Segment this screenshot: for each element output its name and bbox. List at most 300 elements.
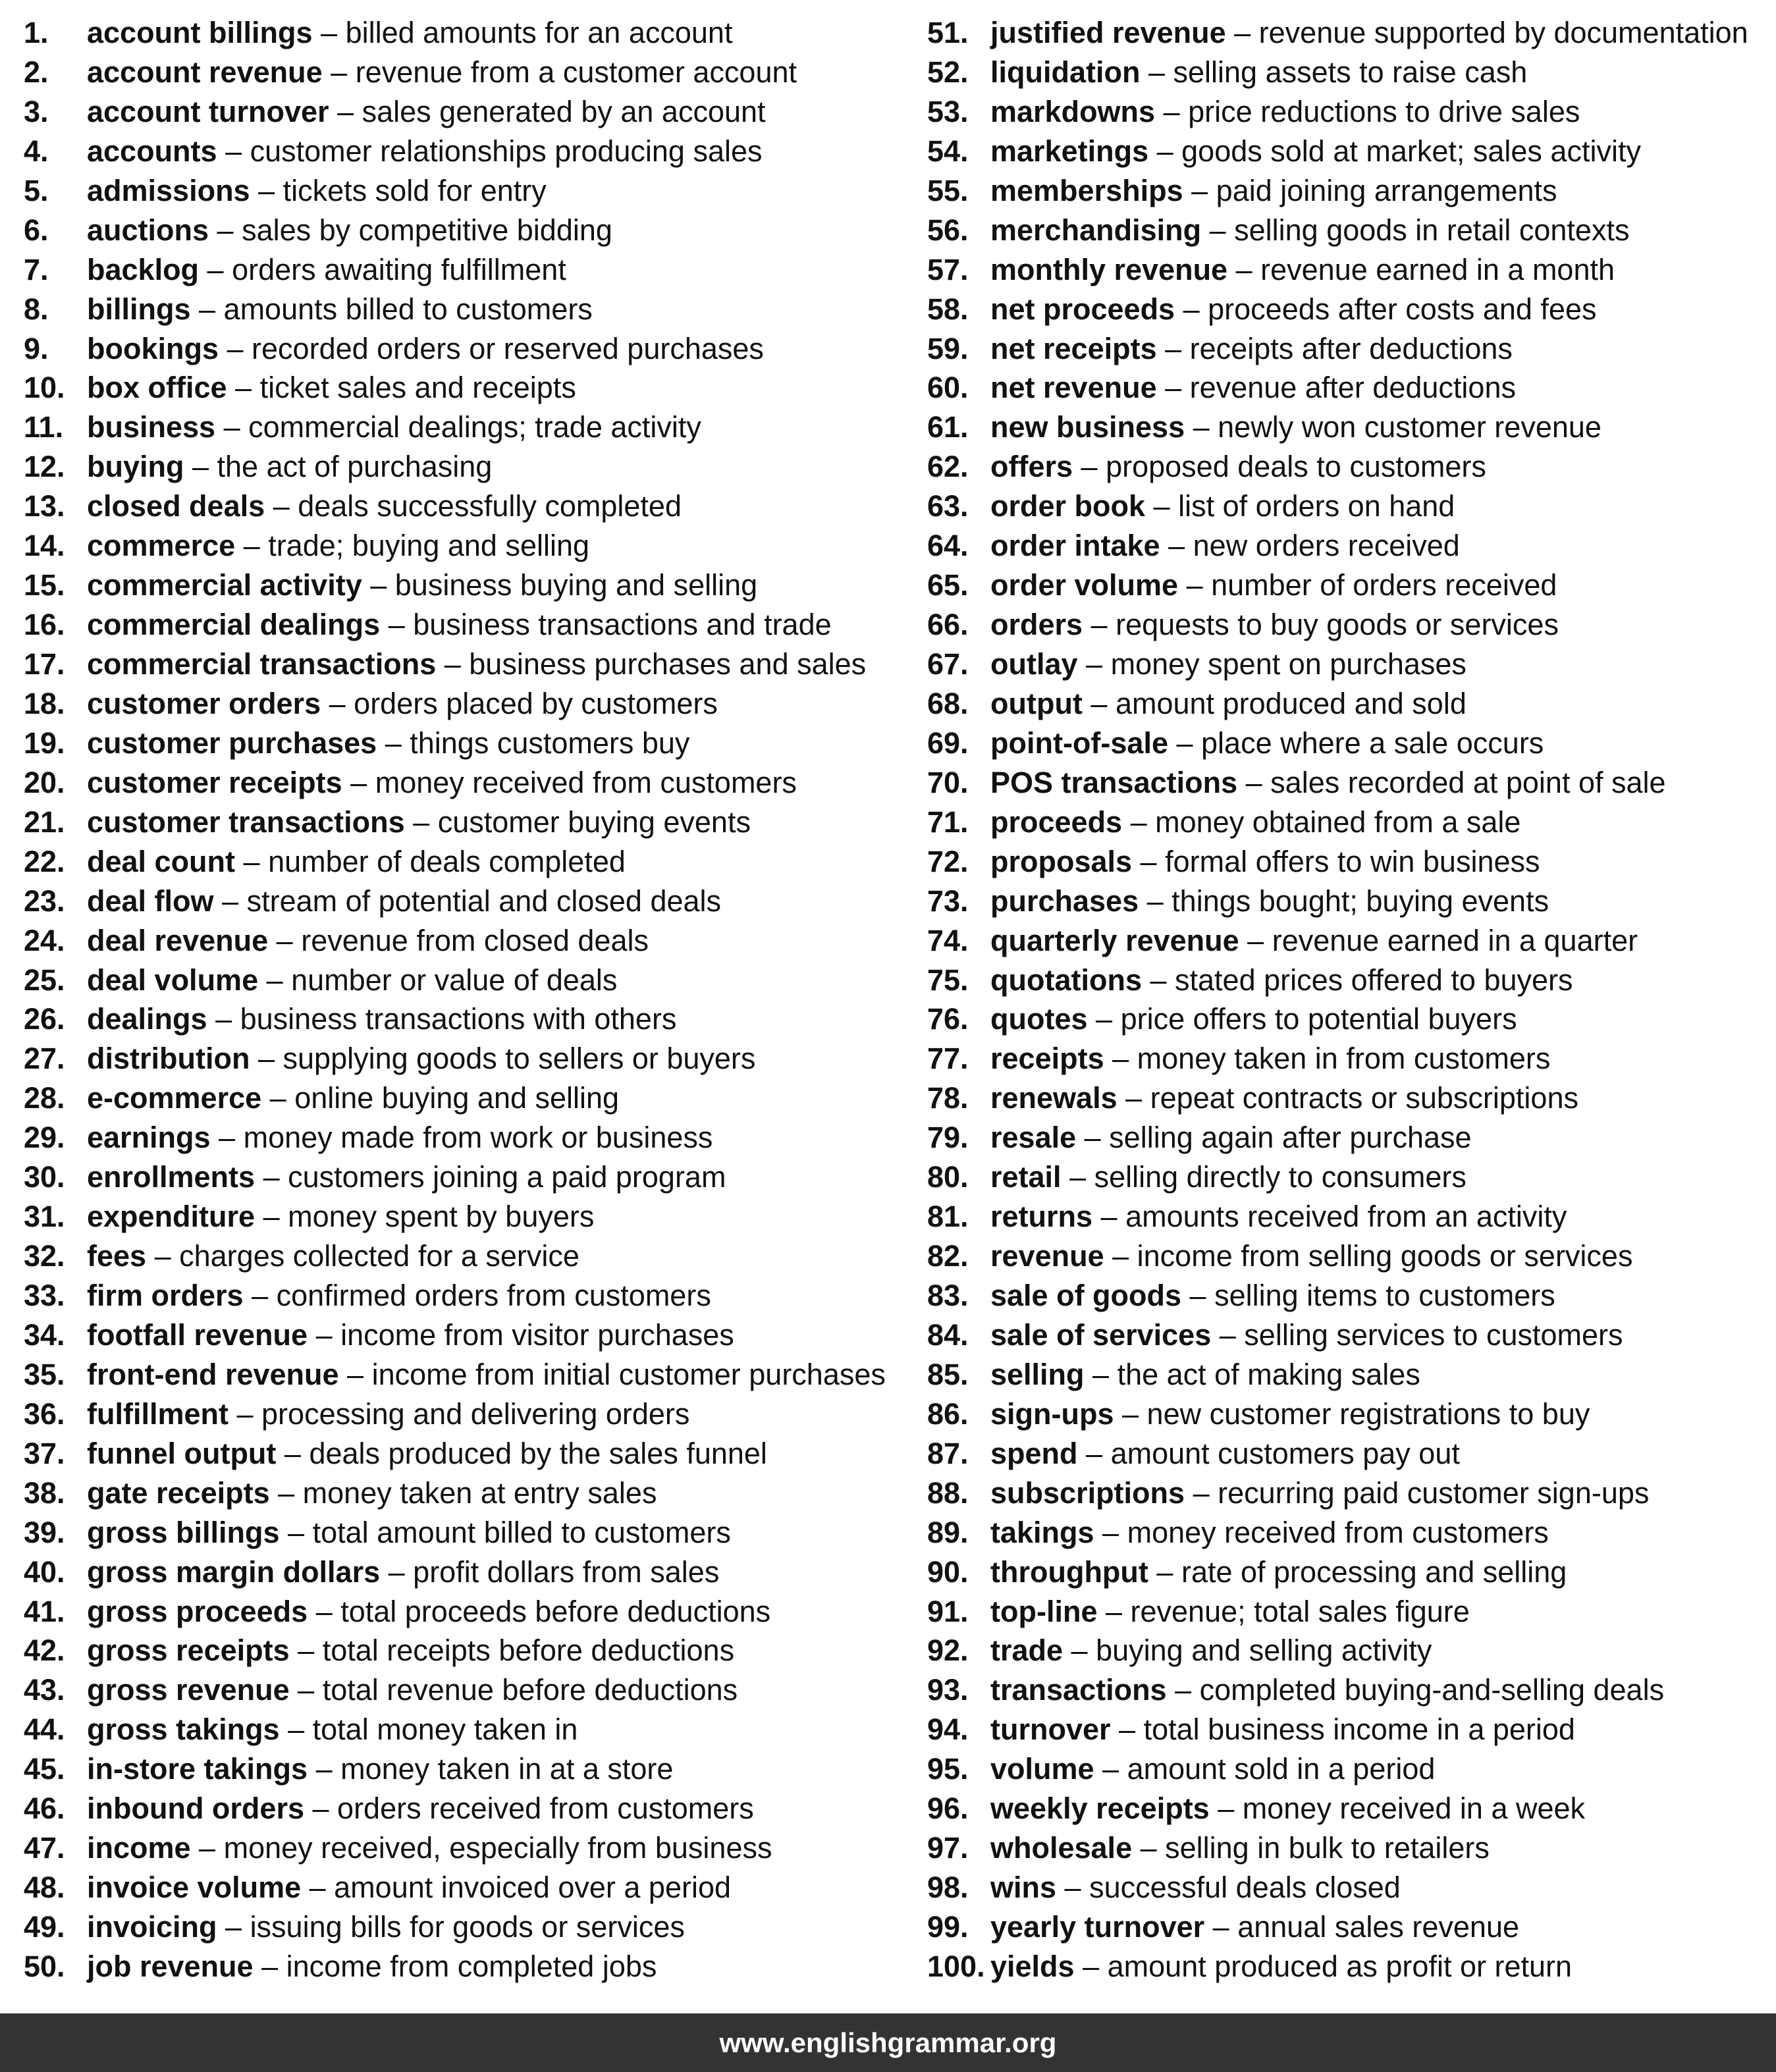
list-item xyxy=(927,764,1770,804)
item-text xyxy=(990,1435,1460,1472)
list-item xyxy=(24,291,913,331)
item-text xyxy=(990,843,1540,880)
item-text xyxy=(990,488,1455,525)
item-separator: – xyxy=(1160,529,1193,563)
item-number: 86. xyxy=(927,1396,969,1431)
list-item xyxy=(24,448,913,488)
list-item xyxy=(24,843,913,883)
item-number: 2. xyxy=(24,55,49,89)
list-item xyxy=(24,1198,913,1238)
list-item xyxy=(927,646,1770,685)
list-item xyxy=(24,646,913,685)
item-definition: money received from customers xyxy=(1127,1515,1549,1549)
item-text xyxy=(990,962,1573,999)
item-number: 1. xyxy=(24,16,49,49)
item-text xyxy=(87,54,797,91)
list-item xyxy=(927,843,1770,883)
item-definition: goods sold at market; sales activity xyxy=(1181,134,1641,168)
item-separator: – xyxy=(276,1436,309,1470)
item-term: customer transactions xyxy=(87,805,405,839)
item-text xyxy=(87,1790,754,1827)
list-item xyxy=(24,409,913,448)
item-number: 4. xyxy=(24,134,49,168)
list-item xyxy=(24,567,913,606)
item-number: 65. xyxy=(927,568,969,602)
item-separator: – xyxy=(1063,1634,1096,1668)
list-item xyxy=(24,804,913,843)
list-item xyxy=(24,1593,913,1633)
item-definition: paid joining arrangements xyxy=(1216,173,1557,207)
item-separator: – xyxy=(1074,1949,1108,1983)
item-separator: – xyxy=(235,844,269,878)
list-item xyxy=(24,1317,913,1356)
item-separator: – xyxy=(321,686,354,720)
list-item xyxy=(927,291,1770,331)
item-text xyxy=(87,448,492,485)
list-item xyxy=(24,369,913,409)
item-term: net proceeds xyxy=(990,292,1175,326)
item-text xyxy=(87,1711,578,1748)
item-text xyxy=(87,1159,726,1196)
item-text xyxy=(87,1514,731,1551)
item-definition: total receipts before deductions xyxy=(322,1634,735,1668)
item-definition: money obtained from a sale xyxy=(1155,805,1521,839)
item-definition: number of deals completed xyxy=(268,844,626,878)
item-term: front-end revenue xyxy=(87,1357,339,1391)
item-separator: – xyxy=(1175,292,1208,326)
item-separator: – xyxy=(228,1396,262,1431)
item-term: justified revenue xyxy=(990,16,1226,49)
list-item xyxy=(24,1790,913,1830)
list-item xyxy=(927,448,1770,488)
item-text xyxy=(87,1830,772,1867)
item-term: volume xyxy=(990,1752,1094,1786)
item-separator: – xyxy=(1094,1752,1127,1786)
item-term: takings xyxy=(990,1515,1094,1549)
item-number: 13. xyxy=(24,489,65,523)
item-term: auctions xyxy=(87,213,209,247)
list-item xyxy=(927,962,1770,1001)
item-definition: total proceeds before deductions xyxy=(340,1594,771,1628)
item-number: 87. xyxy=(927,1436,969,1470)
item-number: 29. xyxy=(24,1121,65,1155)
item-text xyxy=(87,93,766,130)
item-number: 79. xyxy=(927,1121,969,1155)
item-text xyxy=(87,1356,886,1393)
item-term: closed deals xyxy=(87,489,265,523)
item-number: 45. xyxy=(24,1752,65,1786)
item-text xyxy=(87,1751,673,1788)
list-item xyxy=(927,1040,1770,1080)
item-term: orders xyxy=(990,608,1083,642)
item-number: 26. xyxy=(24,1002,65,1036)
item-separator: – xyxy=(269,1475,303,1510)
item-separator: – xyxy=(404,805,438,839)
list-item xyxy=(24,922,913,962)
list-item xyxy=(24,1356,913,1396)
item-text xyxy=(87,1593,770,1630)
item-term: sale of goods xyxy=(990,1279,1182,1312)
item-term: account revenue xyxy=(87,55,323,89)
item-definition: money received from customers xyxy=(375,765,797,799)
item-definition: recorded orders or reserved purchases xyxy=(252,331,764,365)
item-definition: amounts billed to customers xyxy=(223,292,593,326)
item-definition: orders placed by customers xyxy=(354,686,718,720)
item-definition: amount customers pay out xyxy=(1110,1436,1460,1470)
item-text xyxy=(87,1909,685,1946)
item-definition: money taken at entry sales xyxy=(302,1475,657,1510)
item-definition: business transactions and trade xyxy=(413,608,832,642)
item-number: 27. xyxy=(24,1042,65,1076)
item-definition: selling goods in retail contexts xyxy=(1234,213,1630,247)
item-separator: – xyxy=(1097,1594,1131,1628)
item-number: 95. xyxy=(927,1752,969,1786)
item-separator: – xyxy=(210,1121,244,1155)
item-term: invoice volume xyxy=(87,1871,302,1905)
item-separator: – xyxy=(250,173,283,207)
item-definition: sales generated by an account xyxy=(362,94,766,128)
item-definition: stream of potential and closed deals xyxy=(246,884,722,918)
item-text xyxy=(990,646,1467,683)
item-text xyxy=(87,606,832,643)
item-text xyxy=(990,1869,1401,1906)
item-text xyxy=(990,1317,1623,1354)
item-term: order volume xyxy=(990,568,1179,602)
item-text xyxy=(87,1277,711,1314)
item-number: 41. xyxy=(24,1594,65,1628)
item-text xyxy=(990,448,1486,485)
list-item xyxy=(24,527,913,567)
item-term: markdowns xyxy=(990,94,1156,128)
item-definition: place where a sale occurs xyxy=(1201,726,1544,760)
item-term: net receipts xyxy=(990,331,1157,365)
item-separator: – xyxy=(1104,1042,1137,1076)
item-separator: – xyxy=(1139,884,1172,918)
item-separator: – xyxy=(279,1713,313,1747)
item-text xyxy=(990,1080,1578,1117)
item-text xyxy=(990,804,1520,841)
list-item xyxy=(927,1593,1770,1633)
item-number: 10. xyxy=(24,371,65,405)
list-item xyxy=(927,133,1770,173)
list-item xyxy=(24,331,913,370)
list-item xyxy=(927,488,1770,527)
item-separator: – xyxy=(1201,213,1235,247)
list-item xyxy=(24,488,913,527)
item-number: 84. xyxy=(927,1317,969,1352)
list-item xyxy=(927,1159,1770,1198)
item-definition: tickets sold for entry xyxy=(283,173,547,207)
item-definition: money received in a week xyxy=(1242,1792,1586,1826)
list-item xyxy=(24,1001,913,1040)
item-definition: amounts received from an activity xyxy=(1125,1200,1567,1234)
item-separator: – xyxy=(1211,1317,1245,1352)
item-term: memberships xyxy=(990,173,1183,207)
item-number: 56. xyxy=(927,213,969,247)
item-text xyxy=(990,409,1601,446)
item-term: invoicing xyxy=(87,1910,217,1944)
item-definition: completed buying-and-selling deals xyxy=(1199,1673,1665,1707)
item-text xyxy=(87,1198,594,1235)
item-term: fees xyxy=(87,1239,147,1273)
item-definition: profit dollars from sales xyxy=(413,1554,720,1589)
item-definition: amount produced and sold xyxy=(1115,686,1467,720)
item-separator: – xyxy=(255,1200,288,1234)
item-separator: – xyxy=(1141,963,1175,997)
item-text xyxy=(87,1001,676,1038)
item-text xyxy=(990,725,1544,762)
item-term: business xyxy=(87,410,216,444)
item-definition: business buying and selling xyxy=(394,568,758,602)
list-item xyxy=(24,54,913,93)
item-text xyxy=(87,1317,734,1354)
item-definition: new orders received xyxy=(1193,529,1460,563)
item-number: 67. xyxy=(927,647,969,681)
item-definition: proceeds after costs and fees xyxy=(1208,292,1597,326)
list-item xyxy=(927,173,1770,212)
list-item xyxy=(927,1238,1770,1277)
item-definition: amount invoiced over a period xyxy=(334,1871,732,1905)
list-item xyxy=(24,1751,913,1790)
item-separator: – xyxy=(1181,1279,1215,1312)
item-text xyxy=(990,331,1513,367)
item-definition: money spent on purchases xyxy=(1110,647,1467,681)
item-term: gross revenue xyxy=(87,1673,290,1707)
item-text xyxy=(87,331,764,367)
item-number: 48. xyxy=(24,1871,65,1905)
item-number: 37. xyxy=(24,1436,65,1470)
item-number: 75. xyxy=(927,963,969,997)
list-item xyxy=(24,685,913,725)
item-term: top-line xyxy=(990,1594,1098,1628)
item-text xyxy=(87,1396,689,1433)
footer-url[interactable]: www.englishgrammar.org xyxy=(719,2027,1057,2058)
list-item xyxy=(927,883,1770,922)
item-definition: charges collected for a service xyxy=(179,1239,579,1273)
list-item xyxy=(24,1080,913,1119)
item-term: expenditure xyxy=(87,1200,256,1234)
item-number: 11. xyxy=(24,410,64,444)
item-definition: formal offers to win business xyxy=(1165,844,1540,878)
item-separator: – xyxy=(377,726,410,760)
item-definition: selling again after purchase xyxy=(1109,1121,1472,1155)
item-separator: – xyxy=(190,292,224,326)
item-number: 92. xyxy=(927,1634,969,1668)
item-text xyxy=(87,1040,755,1077)
item-number: 20. xyxy=(24,765,65,799)
item-number: 66. xyxy=(927,608,969,642)
item-text xyxy=(990,1514,1549,1551)
item-number: 72. xyxy=(927,844,969,878)
item-number: 44. xyxy=(24,1713,65,1747)
item-definition: selling directly to consumers xyxy=(1094,1160,1467,1194)
item-separator: – xyxy=(1073,450,1106,484)
list-item xyxy=(24,1514,913,1554)
item-separator: – xyxy=(215,410,249,444)
item-separator: – xyxy=(1104,1239,1137,1273)
item-text xyxy=(990,1751,1435,1788)
item-text xyxy=(990,1040,1550,1077)
list-item xyxy=(927,567,1770,606)
item-definition: billed amounts for an account xyxy=(345,16,733,49)
item-number: 71. xyxy=(927,805,969,839)
item-definition: revenue earned in a quarter xyxy=(1272,923,1638,957)
list-item xyxy=(927,1790,1770,1830)
list-item xyxy=(927,1356,1770,1396)
item-term: quotations xyxy=(990,963,1142,997)
item-number: 61. xyxy=(927,410,969,444)
item-definition: business purchases and sales xyxy=(469,647,867,681)
item-text xyxy=(990,1790,1585,1827)
item-separator: – xyxy=(1132,844,1166,878)
item-term: commercial transactions xyxy=(87,647,437,681)
item-text xyxy=(990,1356,1420,1393)
list-item xyxy=(24,1475,913,1514)
list-item xyxy=(24,1632,913,1672)
item-number: 54. xyxy=(927,134,969,168)
item-text xyxy=(87,1672,738,1709)
item-separator: – xyxy=(184,450,217,484)
item-term: net revenue xyxy=(990,371,1157,405)
item-term: revenue xyxy=(990,1239,1104,1273)
list-item xyxy=(24,1909,913,1948)
item-number: 50. xyxy=(24,1949,65,1983)
item-text xyxy=(87,962,617,999)
item-separator: – xyxy=(1156,371,1190,405)
item-separator: – xyxy=(217,134,250,168)
item-term: outlay xyxy=(990,647,1078,681)
item-definition: total business income in a period xyxy=(1143,1713,1575,1747)
list-item xyxy=(24,1869,913,1909)
item-text xyxy=(990,1475,1649,1512)
item-number: 42. xyxy=(24,1634,65,1668)
item-term: wholesale xyxy=(990,1831,1133,1865)
item-text xyxy=(990,883,1549,920)
item-definition: sales by competitive bidding xyxy=(242,213,612,247)
item-separator: – xyxy=(1209,1792,1243,1826)
list-item xyxy=(927,1119,1770,1159)
item-text xyxy=(990,606,1559,643)
item-number: 99. xyxy=(927,1910,969,1944)
item-separator: – xyxy=(1225,16,1259,49)
item-term: gross margin dollars xyxy=(87,1554,381,1589)
item-definition: total revenue before deductions xyxy=(322,1673,738,1707)
item-separator: – xyxy=(289,1634,323,1668)
item-term: deal flow xyxy=(87,884,214,918)
item-term: POS transactions xyxy=(990,765,1238,799)
item-definition: receipts after deductions xyxy=(1189,331,1513,365)
item-text xyxy=(87,764,797,801)
item-term: spend xyxy=(990,1436,1078,1470)
list-item xyxy=(927,1909,1770,1948)
item-separator: – xyxy=(1110,1713,1144,1747)
item-definition: recurring paid customer sign-ups xyxy=(1218,1475,1650,1510)
item-separator: – xyxy=(261,1081,295,1115)
item-text xyxy=(87,133,763,170)
list-item xyxy=(927,685,1770,725)
item-term: receipts xyxy=(990,1042,1104,1076)
list-item xyxy=(927,1198,1770,1238)
item-number: 68. xyxy=(927,686,969,720)
item-separator: – xyxy=(146,1239,180,1273)
item-definition: supplying goods to sellers or buyers xyxy=(283,1042,756,1076)
item-separator: – xyxy=(1087,1002,1121,1036)
item-text xyxy=(990,1909,1519,1946)
item-separator: – xyxy=(362,568,395,602)
item-text xyxy=(87,1475,657,1512)
item-number: 30. xyxy=(24,1160,65,1194)
item-separator: – xyxy=(1117,1081,1150,1115)
item-separator: – xyxy=(1148,134,1182,168)
item-separator: – xyxy=(342,765,375,799)
item-definition: business transactions with others xyxy=(240,1002,677,1036)
item-term: accounts xyxy=(87,134,217,168)
list-item xyxy=(927,1475,1770,1514)
item-text xyxy=(87,1632,734,1669)
list-item xyxy=(927,252,1770,291)
item-definition: revenue supported by documentation xyxy=(1258,16,1748,49)
item-number: 98. xyxy=(927,1871,969,1905)
item-number: 94. xyxy=(927,1713,969,1747)
item-term: order intake xyxy=(990,529,1160,563)
item-definition: total money taken in xyxy=(312,1713,578,1747)
item-definition: requests to buy goods or services xyxy=(1116,608,1559,642)
item-separator: – xyxy=(1084,1357,1117,1391)
item-term: gross proceeds xyxy=(87,1594,308,1628)
item-number: 17. xyxy=(24,647,65,681)
item-separator: – xyxy=(1156,331,1190,365)
item-number: 89. xyxy=(927,1515,969,1549)
list-item xyxy=(24,883,913,922)
item-number: 32. xyxy=(24,1239,65,1273)
item-term: in-store takings xyxy=(87,1752,308,1786)
item-separator: – xyxy=(1166,1673,1200,1707)
list-item xyxy=(927,804,1770,843)
item-term: sale of services xyxy=(990,1317,1212,1352)
item-number: 70. xyxy=(927,765,969,799)
item-term: purchases xyxy=(990,884,1139,918)
list-item xyxy=(927,1751,1770,1790)
item-separator: – xyxy=(190,1831,224,1865)
item-number: 46. xyxy=(24,1792,65,1826)
item-number: 8. xyxy=(24,292,49,326)
item-definition: successful deals closed xyxy=(1089,1871,1401,1905)
item-number: 14. xyxy=(24,529,65,563)
item-text xyxy=(87,1435,767,1472)
item-term: merchandising xyxy=(990,213,1202,247)
item-separator: – xyxy=(1239,923,1272,957)
item-text xyxy=(990,1396,1590,1433)
item-definition: online buying and selling xyxy=(294,1081,620,1115)
item-number: 31. xyxy=(24,1200,65,1234)
item-term: resale xyxy=(990,1121,1077,1155)
list-item xyxy=(24,606,913,646)
item-text xyxy=(990,1238,1632,1275)
list-item xyxy=(24,133,913,173)
item-definition: price offers to potential buyers xyxy=(1120,1002,1517,1036)
item-definition: number or value of deals xyxy=(291,963,618,997)
item-text xyxy=(990,922,1638,959)
item-number: 82. xyxy=(927,1239,969,1273)
item-term: dealings xyxy=(87,1002,207,1036)
list-item xyxy=(927,527,1770,567)
item-text xyxy=(87,567,757,604)
item-text xyxy=(87,1869,731,1906)
item-number: 51. xyxy=(927,16,969,49)
item-number: 69. xyxy=(927,726,969,760)
item-text xyxy=(990,1119,1472,1156)
item-text xyxy=(87,843,626,880)
